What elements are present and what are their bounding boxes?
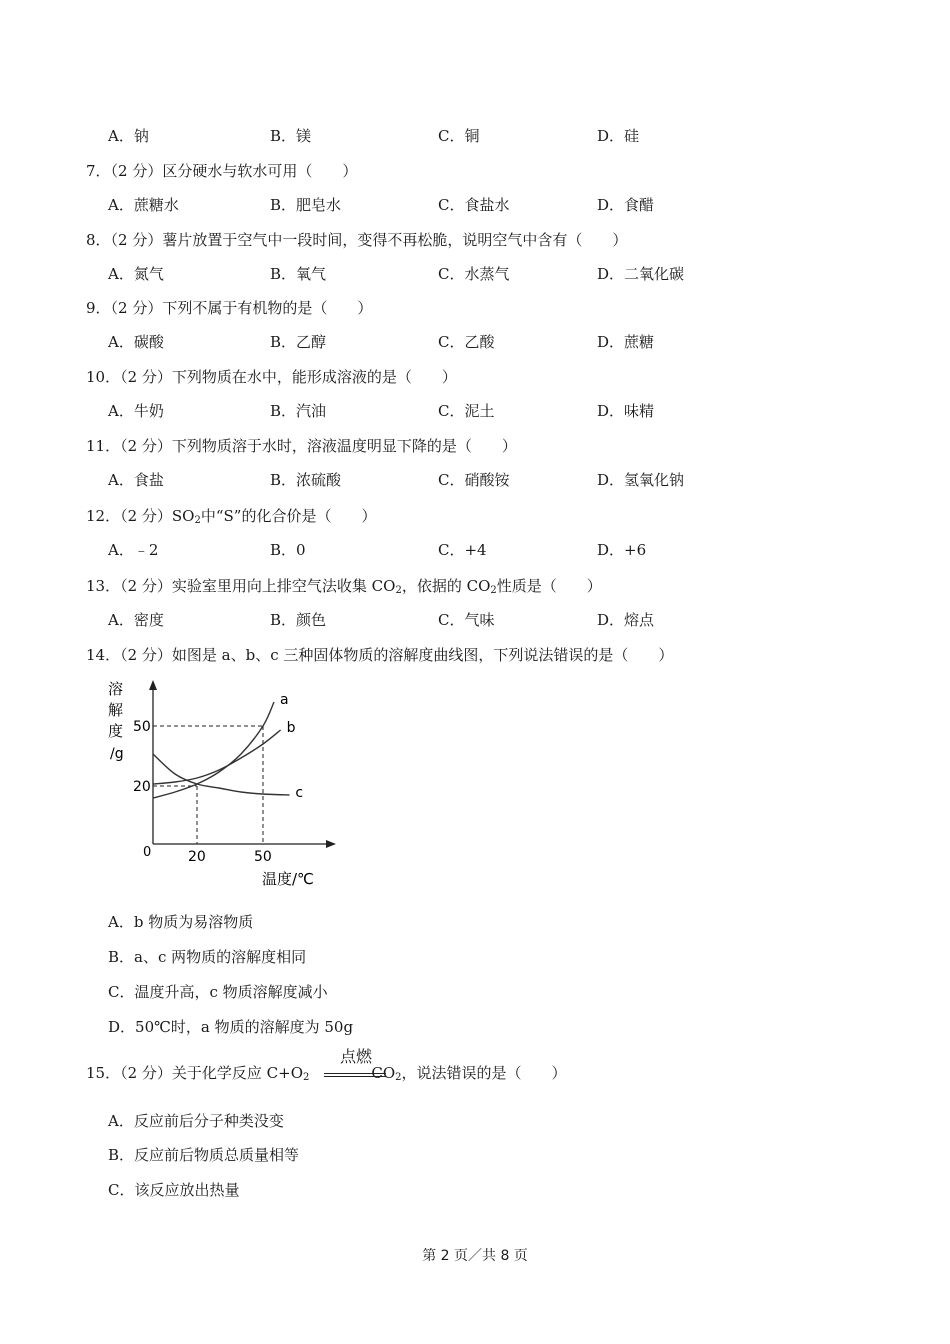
curve-label-a: a <box>280 692 289 708</box>
q8-option-b: B．氧气 <box>270 265 327 283</box>
q10-option-d: D．味精 <box>597 402 655 420</box>
q10-options <box>0 400 950 422</box>
q14-option-d-line <box>0 1016 950 1038</box>
q14-option-a: A．b 物质为易溶物质 <box>108 913 254 931</box>
q13-option-a: A．密度 <box>108 611 164 629</box>
q7-stem-line <box>0 160 950 182</box>
solubility-chart <box>100 672 340 892</box>
q14-stem: 14．（2 分）如图是 a、b、c 三种固体物质的溶解度曲线图，下列说法错误的是（ ） <box>86 646 674 664</box>
q13-stem-line <box>0 575 950 597</box>
q9-option-d: D．蔗糖 <box>597 333 655 351</box>
q11-option-c: C．硝酸铵 <box>438 471 510 489</box>
q12-option-d: D．+6 <box>597 541 647 559</box>
x-tick-50: 50 <box>254 849 272 865</box>
q12-stem-pre: 12．（2 分）SO <box>86 507 195 525</box>
q11-option-b: B．浓硫酸 <box>270 471 342 489</box>
q14-option-b-line <box>0 946 950 968</box>
curve-b <box>153 730 281 784</box>
q12-stem-sub: 2 <box>194 515 201 526</box>
equals-line-bottom <box>324 1076 386 1077</box>
q9-option-c: C．乙酸 <box>438 333 495 351</box>
q14-option-c-line <box>0 981 950 1003</box>
q13-stem <box>86 575 602 602</box>
reaction-condition: 点燃 <box>339 1047 372 1066</box>
curve-c <box>153 754 289 795</box>
q6-option-b: B．镁 <box>270 127 312 145</box>
q12-option-b: B．0 <box>270 541 306 559</box>
q9-option-b: B．乙醇 <box>270 333 327 351</box>
q15-option-b: B．反应前后物质总质量相等 <box>108 1146 300 1164</box>
q8-stem: 8．（2 分）薯片放置于空气中一段时间，变得不再松脆，说明空气中含有（ ） <box>86 231 628 249</box>
q11-option-a: A．食盐 <box>108 471 164 489</box>
q14-stem-line <box>0 644 950 666</box>
q13-stem-c: 性质是（ ） <box>496 577 602 595</box>
y-axis-arrow <box>149 680 157 690</box>
q11-stem-line <box>0 435 950 457</box>
q7-option-c: C．食盐水 <box>438 196 510 214</box>
q7-option-d: D．食醋 <box>597 196 655 214</box>
q7-option-b: B．肥皂水 <box>270 196 342 214</box>
q7-option-a: A．蔗糖水 <box>108 196 179 214</box>
q15-stem-a: 15．（2 分）关于化学反应 C+O <box>86 1064 304 1082</box>
q13-stem-sub1: 2 <box>395 585 402 596</box>
q6-option-d: D．硅 <box>597 127 640 145</box>
q15-option-a: A．反应前后分子种类没变 <box>108 1112 284 1130</box>
q8-option-d: D．二氧化碳 <box>597 265 685 283</box>
ylabel-char-3: 度 <box>108 722 124 740</box>
x-tick-20: 20 <box>188 849 206 865</box>
q12-option-a: A．﹣2 <box>108 541 159 559</box>
q13-option-b: B．颜色 <box>270 611 327 629</box>
q14-option-c: C．温度升高，c 物质溶解度减小 <box>108 983 328 1001</box>
q15-product: CO <box>371 1064 396 1082</box>
equals-line-top <box>324 1073 386 1074</box>
q12-option-c: C．+4 <box>438 541 487 559</box>
q6-option-a: A．钠 <box>108 127 149 145</box>
q12-stem <box>86 505 376 532</box>
q7-options <box>0 194 950 216</box>
q12-options <box>0 539 950 561</box>
curve-label-b: b <box>286 720 296 736</box>
q13-stem-a: 13．（2 分）实验室里用向上排空气法收集 CO <box>86 577 396 595</box>
q10-stem: 10．（2 分）下列物质在水中，能形成溶液的是（ ） <box>86 368 457 386</box>
q15-option-c: C．该反应放出热量 <box>108 1181 240 1199</box>
q15-option-b-line <box>0 1144 950 1166</box>
q7-stem: 7．（2 分）区分硬水与软水可用（ ） <box>86 162 358 180</box>
q15-option-a-line <box>0 1110 950 1132</box>
curve-a <box>153 702 274 798</box>
q9-stem-line <box>0 297 950 319</box>
x-axis-arrow <box>326 840 336 848</box>
q13-option-d: D．熔点 <box>597 611 655 629</box>
q11-stem: 11．（2 分）下列物质溶于水时，溶液温度明显下降的是（ ） <box>86 437 517 455</box>
ylabel-char-4: /g <box>110 746 124 762</box>
y-tick-20: 20 <box>133 779 151 795</box>
y-tick-50: 50 <box>133 719 151 735</box>
q12-stem-line <box>0 505 950 527</box>
x-axis-label: 温度/℃ <box>262 870 314 888</box>
q13-stem-b: ，依据的 CO <box>401 577 491 595</box>
q13-option-c: C．气味 <box>438 611 495 629</box>
q12-stem-post: 中“S”的化合价是（ ） <box>200 507 377 525</box>
q8-options <box>0 263 950 285</box>
q11-options <box>0 469 950 491</box>
q14-option-b: B．a、c 两物质的溶解度相同 <box>108 948 307 966</box>
q9-options <box>0 331 950 353</box>
q15-stem-sub2: 2 <box>395 1072 402 1083</box>
q10-stem-line <box>0 366 950 388</box>
q13-options <box>0 609 950 631</box>
q8-stem-line <box>0 229 950 251</box>
curve-label-c: c <box>295 785 304 801</box>
q8-option-a: A．氮气 <box>108 265 164 283</box>
q15-stem-line <box>0 1062 950 1084</box>
q6-option-c: C．铜 <box>438 127 480 145</box>
q10-option-c: C．泥土 <box>438 402 495 420</box>
q9-stem: 9．（2 分）下列不属于有机物的是（ ） <box>86 299 373 317</box>
q14-option-d: D．50℃时，a 物质的溶解度为 50g <box>108 1018 354 1036</box>
q14-option-a-line <box>0 911 950 933</box>
q9-option-a: A．碳酸 <box>108 333 164 351</box>
page-footer: 第 2 页／共 8 页 <box>422 1248 528 1264</box>
ylabel-char-1: 溶 <box>108 680 124 698</box>
q13-stem-sub2: 2 <box>490 585 497 596</box>
q6-options <box>0 125 950 147</box>
q10-option-a: A．牛奶 <box>108 402 164 420</box>
q15-stem-sub1: 2 <box>303 1072 310 1083</box>
ylabel-char-2: 解 <box>108 701 124 719</box>
q10-option-b: B．汽油 <box>270 402 327 420</box>
origin-label: 0 <box>143 845 152 860</box>
q15-option-c-line <box>0 1179 950 1201</box>
q11-option-d: D．氢氧化钠 <box>597 471 685 489</box>
q8-option-c: C．水蒸气 <box>438 265 510 283</box>
q15-stem-b: ，说法错误的是（ ） <box>401 1064 567 1082</box>
